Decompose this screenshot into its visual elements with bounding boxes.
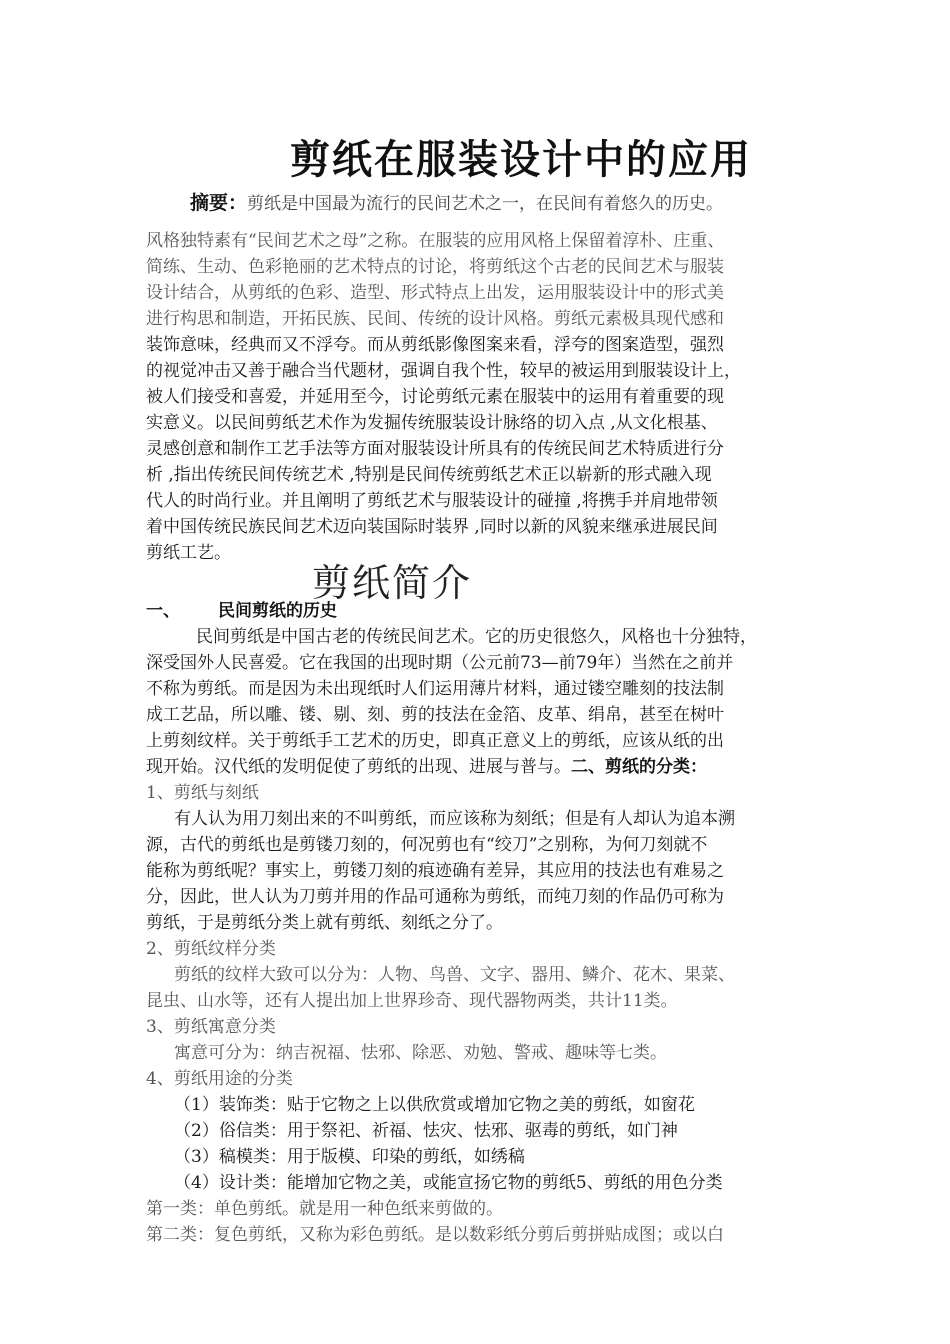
abstract-line: 灵感创意和制作工艺手法等方面对服装设计所具有的传统民间艺术特质进行分 [146,439,724,459]
abstract-first-line [190,188,723,215]
abstract-line: 着中国传统民族民间艺术迈向装国际时装界 ,同时以新的风貌来继承进展民间 [146,517,718,537]
heading-history [146,598,816,624]
abstract-line: 的视觉冲击又善于融合当代题材，强调自我个性，较早的被运用到服装设计上， [146,361,741,381]
sub1-line: 剪纸，于是剪纸分类上就有剪纸、刻纸之分了。 [146,913,503,933]
history-last-text: 现开始。汉代纸的发明促使了剪纸的出现、进展与普与。 [146,757,571,777]
history-line: 不称为剪纸。而是因为未出现纸时人们运用薄片材料，通过镂空雕刻的技法制 [146,679,724,699]
sub3-line: 寓意可分为：纳吉祝福、怯邪、除恶、劝勉、警戒、趣味等七类。 [174,1043,667,1063]
color-line: 第二类：复色剪纸，又称为彩色剪纸。是以数彩纸分剪后剪拼贴成图；或以白 [146,1225,724,1245]
abstract-line: 设计结合，从剪纸的色彩、造型、形式特点上出发，运用服装设计中的形式美 [146,283,724,303]
history-line: 深受国外人民喜爱。它在我国的出现时期（公元前73—前79年）当然在之前并 [146,653,734,673]
abstract-intro-text: 剪纸是中国最为流行的民间艺术之一，在民间有着悠久的历史。 [247,194,724,214]
sub2-line: 剪纸的纹样大致可以分为：人物、鸟兽、文字、器用、鳞介、花木、果菜、 [174,965,735,985]
sub1-title: 1、剪纸与刻纸 [146,783,259,803]
abstract-body [146,228,816,566]
history-line: 民间剪纸是中国古老的传统民间艺术。它的历史很悠久，风格也十分独特， [196,627,757,647]
sub3-title: 3、剪纸寓意分类 [146,1017,276,1037]
document-title: 剪纸在服装设计中的应用 [290,136,752,183]
abstract-line: 风格独特素有“民间艺术之母”之称。在服装的应用风格上保留着淳朴、庄重、 [146,231,725,251]
abstract-line: 析 ,指出传统民间传统艺术 ,特别是民间传统剪纸艺术正以崭新的形式融入现 [146,465,712,485]
abstract-line: 代人的时尚行业。并且阐明了剪纸艺术与服装设计的碰撞 ,将携手并肩地带领 [146,491,718,511]
abstract-line: 实意义。以民间剪纸艺术作为发掘传统服装设计脉络的切入点 ,从文化根基、 [146,413,718,433]
heading-classification: 二、剪纸的分类： [571,757,707,777]
sub2-title: 2、剪纸纹样分类 [146,939,276,959]
section-title: 剪纸简介 [312,561,473,605]
history-last-line [146,754,816,780]
sub2-line: 昆虫、山水等，还有人提出加上世界珍奇、现代器物两类，共计11类。 [146,991,678,1011]
sub4-item: （2）俗信类：用于祭祀、祈福、怯灾、怯邪、驱毒的剪纸，如门神 [174,1121,678,1141]
color-line: 第一类：单色剪纸。就是用一种色纸来剪做的。 [146,1199,503,1219]
abstract-line: 进行构思和制造，开拓民族、民间、传统的设计风格。剪纸元素极具现代感和 [146,309,724,329]
heading-number: 一、 [146,601,180,621]
sub1-line: 能称为剪纸呢？事实上，剪镂刀刻的痕迹确有差异，其应用的技法也有难易之 [146,861,724,881]
abstract-label: 摘要： [190,192,248,214]
history-line: 上剪刻纹样。关于剪纸手工艺术的历史，即真正意义上的剪纸，应该从纸的出 [146,731,724,751]
sub4-item: （4）设计类：能增加它物之美，或能宣扬它物的剪纸5、剪纸的用色分类 [174,1173,723,1193]
sub4-title: 4、剪纸用途的分类 [146,1069,293,1089]
abstract-line: 剪纸工艺。 [146,543,231,563]
history-line: 成工艺品，所以雕、镂、剔、刻、剪的技法在金箔、皮革、绢帛，甚至在树叶 [146,705,724,725]
abstract-line: 被人们接受和喜爱，并延用至今，讨论剪纸元素在服装中的运用有着重要的现 [146,387,724,407]
sub4-item: （1）装饰类：贴于它物之上以供欣赏或增加它物之美的剪纸，如窗花 [174,1095,695,1115]
heading-text: 民间剪纸的历史 [218,601,337,621]
sub1-line: 源，古代的剪纸也是剪镂刀刻的，何况剪也有“绞刀”之别称，为何刀刻就不 [146,835,708,855]
sub4-item: （3）稿模类：用于版模、印染的剪纸，如绣稿 [174,1147,525,1167]
section-body [146,598,816,1248]
abstract-line: 装饰意味，经典而又不浮夸。而从剪纸影像图案来看，浮夸的图案造型，强烈 [146,335,724,355]
sub1-line: 分，因此，世人认为刀剪并用的作品可通称为剪纸，而纯刀刻的作品仍可称为 [146,887,724,907]
abstract-line: 简练、生动、色彩艳丽的艺术特点的讨论，将剪纸这个古老的民间艺术与服装 [146,257,724,277]
sub1-line: 有人认为用刀刻出来的不叫剪纸，而应该称为刻纸；但是有人却认为追本溯 [174,809,735,829]
